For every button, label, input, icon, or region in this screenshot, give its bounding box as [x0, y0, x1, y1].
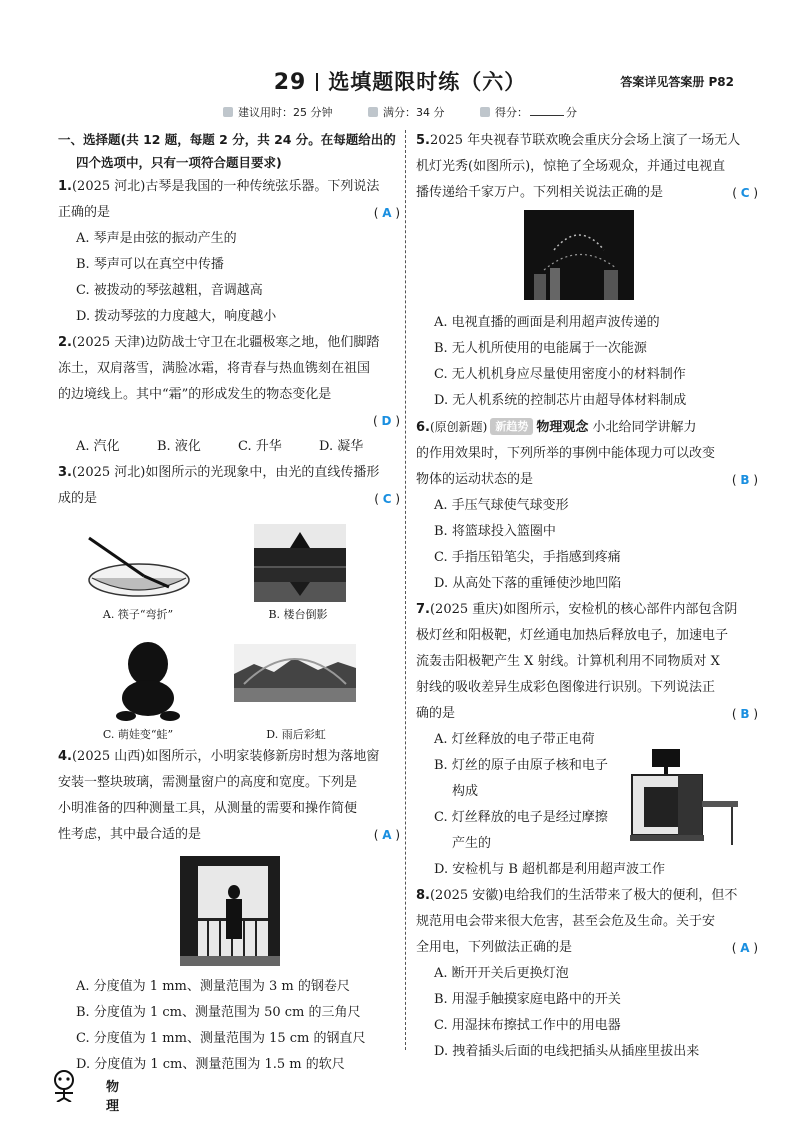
question-8: 8.(2025 安徽)电给我们的生活带来了极大的便利，但不 规范用电会带来很大危害，甚至会危及生命。关于安 全用电，下列做法正确的是 ( A ) A. 断开开关后更换灯泡 B. 用湿手触摸家庭电路中的开关 C. 用湿抹布擦拭工作中的用电器 D. 拽着插头后面的电线把插头从插座里拔出来	[416, 883, 758, 1065]
score-icon	[368, 107, 378, 117]
question-1: 1.(2025 河北)古琴是我国的一种传统弦乐器。下列说法 正确的是 ( A ) A. 琴声是由弦的振动产生的 B. 琴声可以在真空中传播 C. 被拨动的琴弦越粗，音调越高 D. 拨动琴弦的力度越大，响度越小	[58, 174, 400, 330]
pen-icon	[480, 107, 490, 117]
answer-box: ( C )	[374, 492, 400, 506]
answer-box: ( C )	[732, 186, 758, 200]
option[interactable]: D. 拨动琴弦的力度越大，响度越小	[76, 309, 277, 324]
score-blank[interactable]	[530, 115, 564, 116]
column-divider	[405, 130, 407, 1050]
chopsticks-image	[84, 532, 194, 602]
score-info: 得分： 分	[480, 104, 577, 120]
option[interactable]: C. 灯丝释放的电子是经过摩擦	[434, 810, 608, 825]
mascot-icon	[44, 1068, 84, 1102]
option[interactable]: A. 手压气球使气球变形	[434, 498, 569, 513]
option[interactable]: C. 用湿抹布擦拭工作中的用电器	[434, 1018, 621, 1033]
title-divider	[316, 73, 318, 91]
security-scanner-image	[622, 745, 742, 857]
caption: C. 萌娃变“蛙”	[102, 728, 174, 741]
option-continued: 产生的	[452, 836, 492, 851]
question-6: 6.(原创新题) 新趋势 物理观念 小北给同学讲解力 的作用效果时，下列所举的事例中能体现力可以改变 物体的运动状态的是 ( B ) A. 手压气球使气球变形 B. 将篮球投入篮圈中 C. 手指压铅笔尖，手指感到疼痛 D. 从高处下落的重锤使沙地凹陷	[416, 414, 758, 597]
caption: D. 雨后彩虹	[266, 728, 326, 741]
option[interactable]: B. 琴声可以在真空中传播	[76, 257, 224, 272]
option[interactable]: A. 电视直播的画面是利用超声波传递的	[434, 315, 660, 330]
option[interactable]: A. 汽化	[76, 439, 120, 454]
question-5: 5.2025 年央视春节联欢晚会重庆分会场上演了一场无人 机灯光秀(如图所示)，惊艳了全场观众，并通过电视直 播传递给千家万户。下列相关说法正确的是 ( C ) A. 电视直播的画面是利用超声波传递的 B. 无人机所使用的电能属于一次能源 C. 无人机机身应尽量使用密度小的材料制作 D. 无人机系统的控制芯片由超导体材料制成	[416, 128, 758, 414]
caption: B. 楼台倒影	[268, 608, 328, 621]
option[interactable]: C. 升华	[238, 439, 282, 454]
option[interactable]: C. 手指压铅笔尖，手指感到疼痛	[434, 550, 621, 565]
answer-box: ( A )	[373, 206, 400, 220]
option[interactable]: B. 无人机所使用的电能属于一次能源	[434, 341, 647, 356]
option[interactable]: A. 琴声是由弦的振动产生的	[76, 231, 237, 246]
option[interactable]: D. 从高处下落的重锤使沙地凹陷	[434, 576, 622, 591]
option[interactable]: C. 被拨动的琴弦越粗，音调越高	[76, 283, 263, 298]
title-text: 选填题限时练（六）	[328, 70, 527, 94]
option-continued: 构成	[452, 784, 479, 799]
meta-row	[0, 104, 800, 120]
trend-badge: 新趋势	[490, 418, 533, 435]
right-column	[416, 128, 758, 1065]
option[interactable]: D. 拽着插头后面的电线把插头从插座里拔出来	[434, 1044, 700, 1059]
caption: A. 筷子“弯折”	[102, 608, 174, 621]
frog-shadow-image	[114, 634, 182, 724]
option[interactable]: B. 将篮球投入篮圈中	[434, 524, 556, 539]
answer-box: ( B )	[731, 473, 758, 487]
clock-icon	[223, 107, 233, 117]
question-2: 2.(2025 天津)边防战士守卫在北疆极寒之地，他们脚踏 冻土，双肩落雪，满脸冰霜，将青春与热血镌刻在祖国 的边境线上。其中“霜”的形成发生的物态变化是 ( D ) A. 汽化 B. 液化 C. 升华 D. 凝华	[58, 330, 400, 460]
answer-box: ( A )	[373, 828, 400, 842]
question-7: 7.(2025 重庆)如图所示，安检机的核心部件内部包含阴 极灯丝和阳极靶，灯丝通电加热后释放电子，加速电子 流轰击阳极靶产生 X 射线。计算机利用不同物质对 X 射线的吸收差异生成彩色图像进行识别。下列说法正 确的是 ( B ) A. 灯丝释放的电子带正电荷 B. 灯丝的原子由原子核和电子 构成 C. 灯丝释放的电子是经过摩擦 产生的 D. 安检机与 B 超机都是利用超声波工作	[416, 597, 758, 883]
window-measure-image	[180, 856, 280, 966]
option[interactable]: D. 凝华	[319, 439, 364, 454]
option[interactable]: A. 分度值为 1 mm、测量范围为 3 m 的钢卷尺	[76, 979, 350, 994]
option[interactable]: A. 断开开关后更换灯泡	[434, 966, 569, 981]
section-heading: 一、选择题(共 12 题，每题 2 分，共 24 分。在每题给出的 四个选项中，只有一项符合题目要求)	[58, 132, 396, 170]
time-info: 建议用时：25 分钟	[223, 104, 333, 120]
rainbow-image	[234, 644, 356, 702]
answer-reference: 答案详见答案册 P82	[620, 75, 734, 89]
option[interactable]: B. 分度值为 1 cm、测量范围为 50 cm 的三角尺	[76, 1005, 361, 1020]
option[interactable]: D. 安检机与 B 超机都是利用超声波工作	[434, 862, 666, 877]
option[interactable]: C. 无人机机身应尽量使用密度小的材料制作	[434, 367, 686, 382]
full-score-info: 满分：34 分	[368, 104, 445, 120]
answer-box: ( D )	[373, 414, 400, 428]
option[interactable]: B. 灯丝的原子由原子核和电子	[434, 758, 608, 773]
drone-show-image	[524, 210, 634, 300]
option[interactable]: B. 用湿手触摸家庭电路中的开关	[434, 992, 621, 1007]
subject-label: 物理	[106, 1080, 120, 1114]
title-number: 29	[273, 70, 307, 95]
tower-reflection-image	[254, 524, 346, 602]
option[interactable]: A. 灯丝释放的电子带正电荷	[434, 732, 595, 747]
option[interactable]: D. 无人机系统的控制芯片由超导体材料制成	[434, 393, 687, 408]
left-column	[58, 128, 400, 1078]
answer-box: ( A )	[731, 941, 758, 955]
figure-grid	[58, 512, 400, 744]
answer-box: ( B )	[731, 707, 758, 721]
options-row	[58, 434, 400, 460]
question-3: 3.(2025 河北)如图所示的光现象中，由光的直线传播形 成的是 ( C ) A. 筷子“弯折” B. 楼台倒影 C. 萌娃变“蛙” D. 雨后彩虹	[58, 460, 400, 744]
option[interactable]: C. 分度值为 1 mm、测量范围为 15 cm 的钢直尺	[76, 1031, 366, 1046]
question-4: 4.(2025 山西)如图所示，小明家装修新房时想为落地窗 安装一整块玻璃，需测量窗户的高度和宽度。下列是 小明准备的四种测量工具，从测量的需要和操作简便 性考虑，其中最合适的是 ( A ) A. 分度值为 1 mm、测量范围为 3 m 的钢卷尺 B. 分度值为 1 cm、测量范围为 50 cm 的三角尺 C. 分度值为 1 mm、测量范围为 15 cm 的钢直尺 D. 分度值为 1 cm、测量范围为 1.5 m 的软尺	[58, 744, 400, 1078]
option[interactable]: D. 分度值为 1 cm、测量范围为 1.5 m 的软尺	[76, 1057, 345, 1072]
option[interactable]: B. 液化	[157, 439, 201, 454]
page-footer	[44, 1068, 120, 1114]
